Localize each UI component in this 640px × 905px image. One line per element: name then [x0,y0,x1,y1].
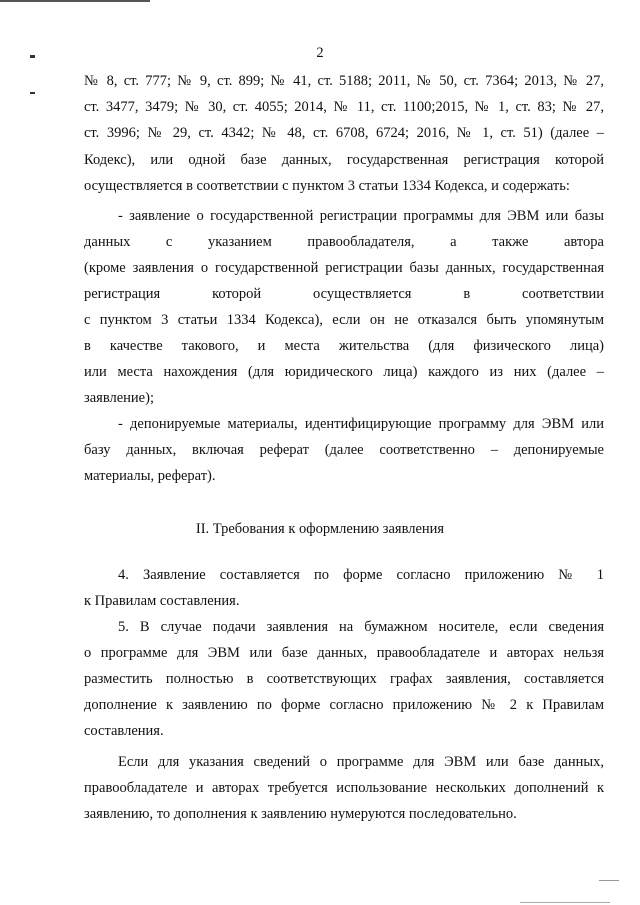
text-line-12: или места нахождения (для юридического лица) каждого из них (далее – [84,364,604,380]
text-line-11: в качестве такового, и места жительства (для физического лица) [84,338,604,354]
paragraph-5-line-2: о программе для ЭВМ или базе данных, правообладателе и авторах нельзя [84,645,604,661]
text-line-4: Кодекс), или одной базе данных, государственная регистрация которой [84,152,604,168]
scan-artifact-mark [520,902,610,903]
text-line-3: ст. 3996; № 29, ст. 4342; № 48, ст. 6708, 6724; 2016, № 1, ст. 51) (далее – [84,125,604,141]
text-line-15: базу данных, включая реферат (далее соответственно – депонируемые [84,442,604,458]
paragraph-5-line-5: составления. [84,723,164,739]
paragraph-5-line-3: разместить полностью в соответствующих графах заявления, составляется [84,671,604,687]
text-line-8: (кроме заявления о государственной регистрации базы данных, государственная [84,260,604,276]
list-item-deposit: - депонируемые материалы, идентифицирующие программу для ЭВМ или [118,416,604,432]
text-line-7: данных с указанием правообладателя, а также автора [84,234,604,250]
text-line-2: ст. 3477, 3479; № 30, ст. 4055; 2014, № 11, ст. 1100;2015, № 1, ст. 83; № 27, [84,99,604,115]
scan-artifact-top-line [0,0,150,2]
paragraph-4-line-2: к Правилам составления. [84,593,240,609]
text-line-10: с пунктом 3 статьи 1334 Кодекса), если он не отказался быть упомянутым [84,312,604,328]
paragraph-6-line-1: Если для указания сведений о программе для ЭВМ или базе данных, [118,754,604,770]
paragraph-5-line-1: 5. В случае подачи заявления на бумажном носителе, если сведения [118,619,604,635]
page-number: 2 [316,45,324,61]
scan-artifact-mark [599,880,619,881]
text-line-13: заявление); [84,390,154,406]
list-item-application: - заявление о государственной регистрации программы для ЭВМ или базы [118,208,604,224]
paragraph-4-line-1: 4. Заявление составляется по форме согласно приложению № 1 [118,567,604,583]
section-heading: II. Требования к оформлению заявления [195,521,445,537]
paragraph-6-line-3: заявлению, то дополнения к заявлению нумеруются последовательно. [84,806,517,822]
paragraph-5-line-4: дополнение к заявлению по форме согласно приложению № 2 к Правилам [84,697,604,713]
text-line-5: осуществляется в соответствии с пунктом 3 статьи 1334 Кодекса, и содержать: [84,178,570,194]
scan-artifact-mark [30,92,35,94]
text-line-9: регистрация которой осуществляется в соответствии [84,286,604,302]
paragraph-6-line-2: правообладателе и авторах требуется использование нескольких дополнений к [84,780,604,796]
text-line-1: № 8, ст. 777; № 9, ст. 899; № 41, ст. 5188; 2011, № 50, ст. 7364; 2013, № 27, [84,73,604,89]
text-line-16: материалы, реферат). [84,468,216,484]
